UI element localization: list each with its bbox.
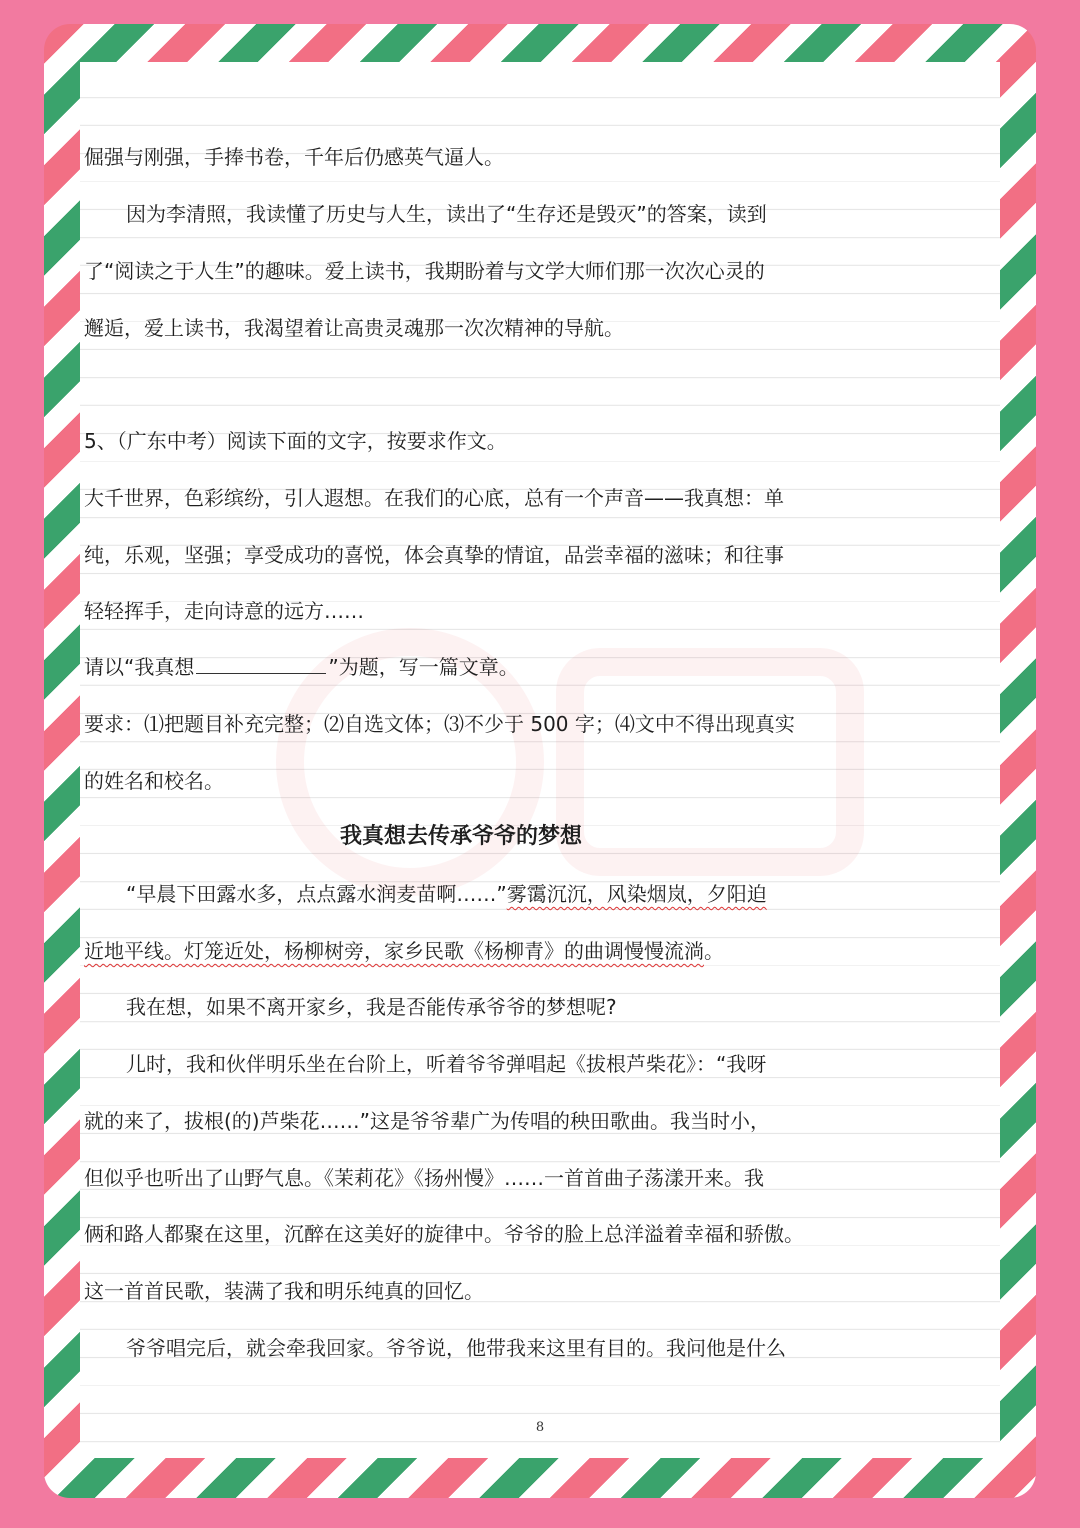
text-end: 。 (704, 939, 724, 963)
prompt-text-end: ”为题，写一篇文章。 (328, 655, 519, 679)
prompt-text-start: 请以“我真想 (84, 655, 195, 679)
text-line: 就的来了，拔根(的)芦柴花……”这是爷爷辈广为传唱的秧田歌曲。我当时小， (84, 1109, 770, 1133)
underlined-text: 雾霭沉沉，风染烟岚，夕阳迫 (506, 882, 767, 906)
text-line: 纯，乐观，坚强；享受成功的喜悦，体会真挚的情谊，品尝幸福的滋味；和往事 (84, 543, 784, 567)
requirements-line: 要求：⑴把题目补充完整；⑵自选文体；⑶不少于 500 字；⑷文中不得出现真实 (84, 712, 795, 736)
text-line (84, 934, 838, 968)
quoted-song: “早晨下田露水多，点点露水润麦苗啊……” (126, 882, 507, 906)
text-line: 邂逅，爱上读书，我渴望着让高贵灵魂那一次次精神的导航。 (84, 316, 624, 340)
text-line: 因为李清照，我读懂了历史与人生，读出了“生存还是毁灭”的答案，读到 (126, 202, 767, 226)
text-line: 我在想，如果不离开家乡，我是否能传承爷爷的梦想呢? (126, 995, 617, 1019)
text-line: 了“阅读之于人生”的趣味。爱上读书，我期盼着与文学大师们那一次次心灵的 (84, 259, 765, 283)
text-line: 俩和路人都聚在这里，沉醉在这美好的旋律中。爷爷的脸上总洋溢着幸福和骄傲。 (84, 1222, 804, 1246)
page-number: 8 (535, 1420, 545, 1435)
text-line (84, 877, 838, 911)
question-heading: 5、（广东中考）阅读下面的文字，按要求作文。 (84, 429, 507, 453)
essay-title: 我真想去传承爷爷的梦想 (339, 824, 582, 849)
prompt-line (84, 650, 838, 684)
text-line: 爷爷唱完后，就会牵我回家。爷爷说，他带我来这里有目的。我问他是什么 (126, 1336, 786, 1360)
underlined-text: 近地平线。灯笼近处，杨柳树旁，家乡民歌《杨柳青》的曲调慢慢流淌 (84, 939, 704, 963)
text-line: 儿时，我和伙伴明乐坐在台阶上，听着爷爷弹唱起《拔根芦柴花》：“我呀 (126, 1052, 767, 1076)
text-line: 轻轻挥手，走向诗意的远方…… (84, 599, 364, 623)
text-line: 的姓名和校名。 (84, 769, 224, 793)
text-line: 大千世界，色彩缤纷，引人遐想。在我们的心底，总有一个声音——我真想：单 (84, 486, 784, 510)
fill-in-blank (196, 651, 326, 674)
text-line: 但似乎也听出了山野气息。《茉莉花》《扬州慢》……一首首曲子荡漾开来。我 (84, 1166, 764, 1190)
text-line: 倔强与刚强，手捧书卷，千年后仍感英气逼人。 (84, 145, 504, 169)
text-line: 这一首首民歌，装满了我和明乐纯真的回忆。 (84, 1279, 484, 1303)
